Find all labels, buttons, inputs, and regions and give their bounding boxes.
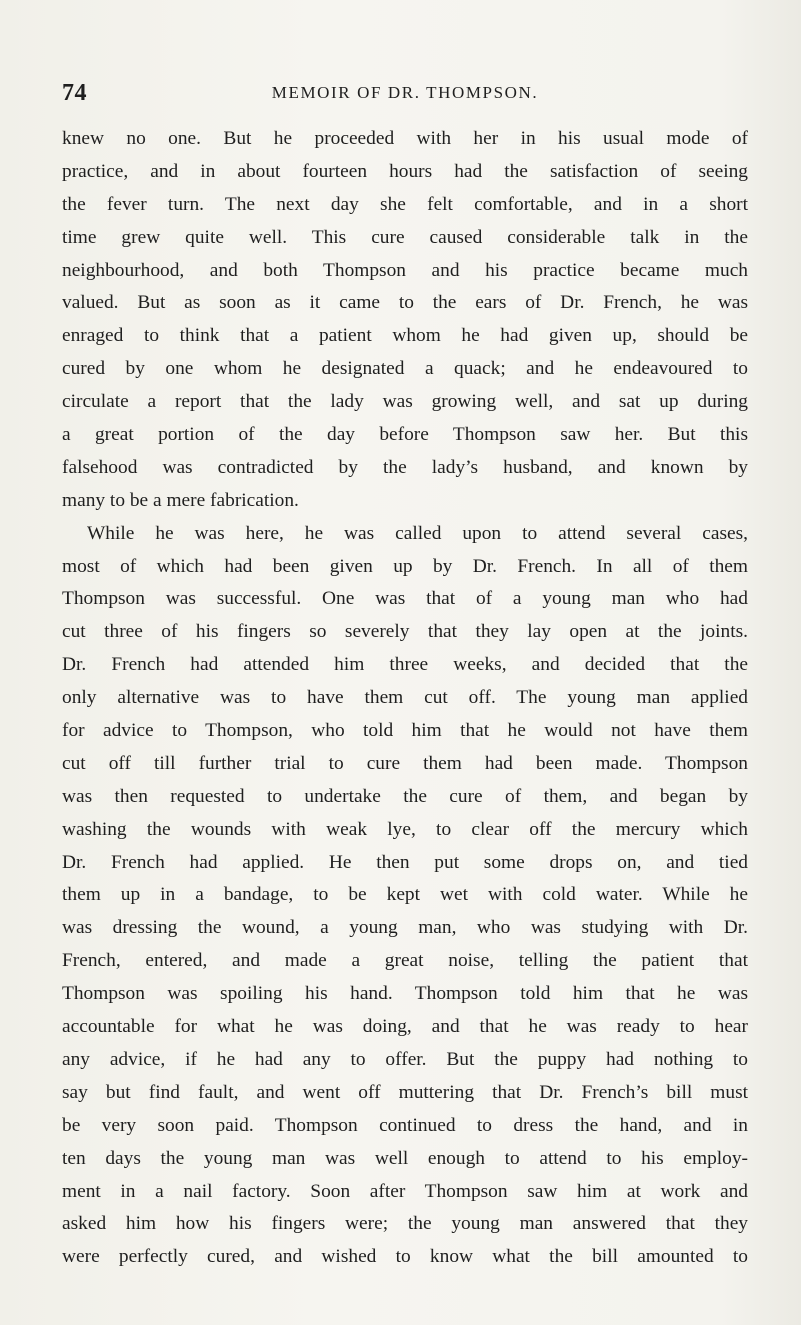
body-text bbox=[62, 123, 748, 1274]
running-title: MEMOIR OF DR. THOMPSON. bbox=[271, 83, 539, 102]
text-line: knew no one. But he proceeded with her in his usual mode of bbox=[62, 128, 748, 149]
running-head bbox=[62, 80, 748, 114]
text-line: the fever turn. The next day she felt comfortable, and in a short bbox=[62, 193, 748, 215]
text-line: any advice, if he had any to offer. But the puppy had nothing to bbox=[62, 1048, 748, 1070]
text-line: be very soon paid. Thompson continued to dress the hand, and in bbox=[62, 1114, 748, 1136]
text-line: circulate a report that the lady was growing well, and sat up during bbox=[62, 391, 748, 413]
text-line: asked him how his fingers were; the young man answered that they bbox=[62, 1213, 748, 1235]
text-line: Dr. French had attended him three weeks, and decided that the bbox=[62, 654, 748, 676]
text-line: Thompson was spoiling his hand. Thompson told him that he was bbox=[62, 983, 748, 1005]
text-line: say but find fault, and went off muttering that Dr. French’s bill must bbox=[62, 1081, 748, 1103]
text-line: falsehood was contradicted by the lady’s husband, and known by bbox=[62, 456, 748, 478]
text-line: only alternative was to have them cut off. The young man applied bbox=[62, 687, 748, 709]
page-number: 74 bbox=[62, 80, 87, 106]
text-line: washing the wounds with weak lye, to clear off the mercury which bbox=[62, 818, 748, 840]
text-line: Dr. French had applied. He then put some drops on, and tied bbox=[62, 851, 748, 873]
text-line: practice, and in about fourteen hours had the satisfaction of seeing bbox=[62, 160, 748, 182]
text-line: them up in a bandage, to be kept wet with cold water. While he bbox=[62, 884, 748, 906]
text-line: valued. But as soon as it came to the ears of Dr. French, he was bbox=[62, 292, 748, 314]
text-line: was then requested to undertake the cure of them, and began by bbox=[62, 785, 748, 807]
text-line: Thompson was successful. One was that of a young man who had bbox=[62, 588, 748, 610]
text-line: French, entered, and made a great noise, telling the patient that bbox=[62, 950, 748, 972]
text-line: time grew quite well. This cure caused considerable talk in the bbox=[62, 226, 748, 248]
text-line: neighbourhood, and both Thompson and his practice became much bbox=[62, 259, 748, 281]
text-line: was dressing the wound, a young man, who was studying with Dr. bbox=[62, 917, 748, 939]
text-line: accountable for what he was doing, and that he was ready to hear bbox=[62, 1016, 748, 1038]
text-line: cut off till further trial to cure them had been made. Thompson bbox=[62, 752, 748, 774]
text-line: for advice to Thompson, who told him that he would not have them bbox=[62, 720, 748, 742]
text-line: ten days the young man was well enough to attend to his employ- bbox=[62, 1147, 748, 1169]
text-line: most of which had been given up by Dr. French. In all of them bbox=[62, 555, 748, 577]
text-line: enraged to think that a patient whom he had given up, should be bbox=[62, 325, 748, 347]
text-line: a great portion of the day before Thompson saw her. But this bbox=[62, 424, 748, 446]
text-line: While he was here, he was called upon to attend several cases, bbox=[87, 522, 748, 544]
text-line: cut three of his fingers so severely that they lay open at the joints. bbox=[62, 621, 748, 643]
text-line: were perfectly cured, and wished to know what the bill amounted to bbox=[62, 1246, 748, 1268]
text-line: cured by one whom he designated a quack; and he endeavoured to bbox=[62, 358, 748, 380]
text-line: many to be a mere fabrication. bbox=[62, 489, 299, 511]
text-line: ment in a nail factory. Soon after Thompson saw him at work and bbox=[62, 1180, 748, 1202]
